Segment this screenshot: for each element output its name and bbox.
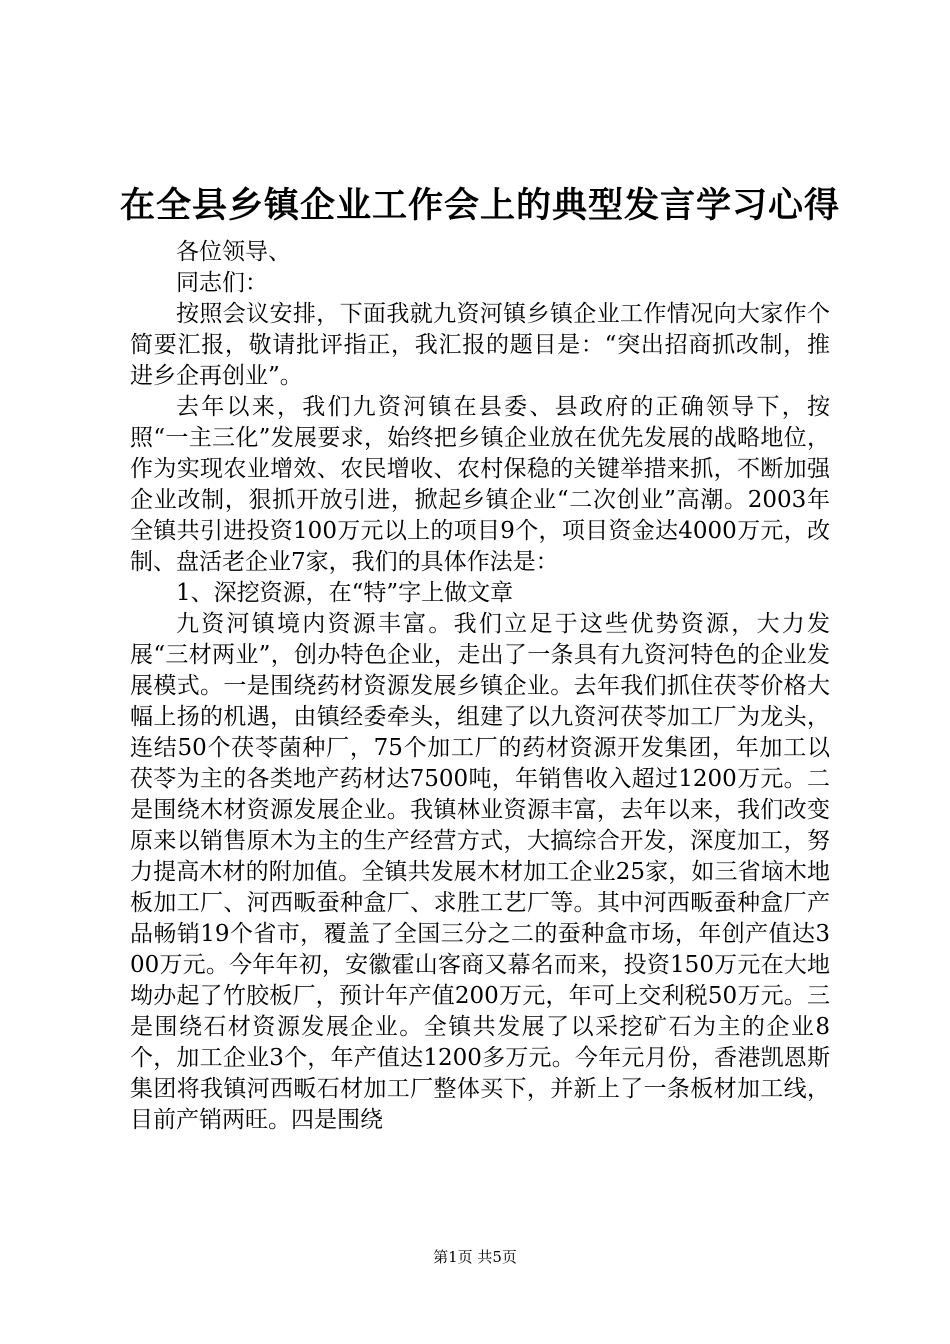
overview-paragraph: 去年以来，我们九资河镇在县委、县政府的正确领导下，按照“一主三化”发展要求，始终把乡镇企业放在优先发展的战略地位，作为实现农业增效、农民增收、农村保稳的关键举措来抓，不断加强企业改制，狠抓开放引进，掀起乡镇企业“二次创业”高潮。2003年全镇共引进投资100万元以上的项目9个，项目资金达4000万元，改制、盘活老企业7家，我们的具体作法是： (130, 394, 830, 575)
section-heading: 1、深挖资源，在“特”字上做文章 (176, 580, 514, 606)
greeting-comrades: 同志们： (176, 270, 268, 296)
document-title: 在全县乡镇企业工作会上的典型发言学习心得 (120, 185, 841, 226)
section-paragraph: 九资河镇境内资源丰富。我们立足于这些优势资源，大力发展“三材两业”，创办特色企业，走出了一条具有九资河特色的企业发展模式。一是围绕药材资源发展乡镇企业。去年我们抓住茯苓价格大幅上扬的机遇，由镇经委牵头，组建了以九资河茯苓加工厂为龙头，连结50个茯苓菌种厂，75个加工厂的药材资源开发集团，年加工以茯苓为主的各类地产药材达7500吨，年销售收入超过1200万元。二是围绕木材资源发展企业。我镇林业资源丰富，去年以来，我们改变原来以销售原木为主的生产经营方式，大搞综合开发，深度加工，努力提高木材的附加值。全镇共发展木材加工企业25家，如三省垴木地板加工厂、河西畈蚕种盒厂、求胜工艺厂等。其中河西畈蚕种盒厂产品畅销19个省市，覆盖了全国三分之二的蚕种盒市场，年创产值达300万元。今年年初，安徽霍山客商又幕名而来，投资150万元在大地坳办起了竹胶板厂，预计年产值200万元，年可上交利税50万元。三是围绕石材资源发展企业。全镇共发展了以采挖矿石为主的企业8个，加工企业3个，年产值达1200多万元。今年元月份，香港凯恩斯集团将我镇河西畈石材加工厂整体买下，并新上了一条板材加工线，目前产销两旺。四是围绕 (130, 611, 830, 1133)
document-body (130, 237, 830, 1136)
intro-paragraph: 按照会议安排，下面我就九资河镇乡镇企业工作情况向大家作个简要汇报，敬请批评指正，我汇报的题目是：“突出招商抓改制，推进乡企再创业”。 (130, 301, 830, 389)
greeting-leaders: 各位领导、 (176, 239, 291, 265)
page-footer: 第1页 共5页 (433, 1248, 517, 1266)
